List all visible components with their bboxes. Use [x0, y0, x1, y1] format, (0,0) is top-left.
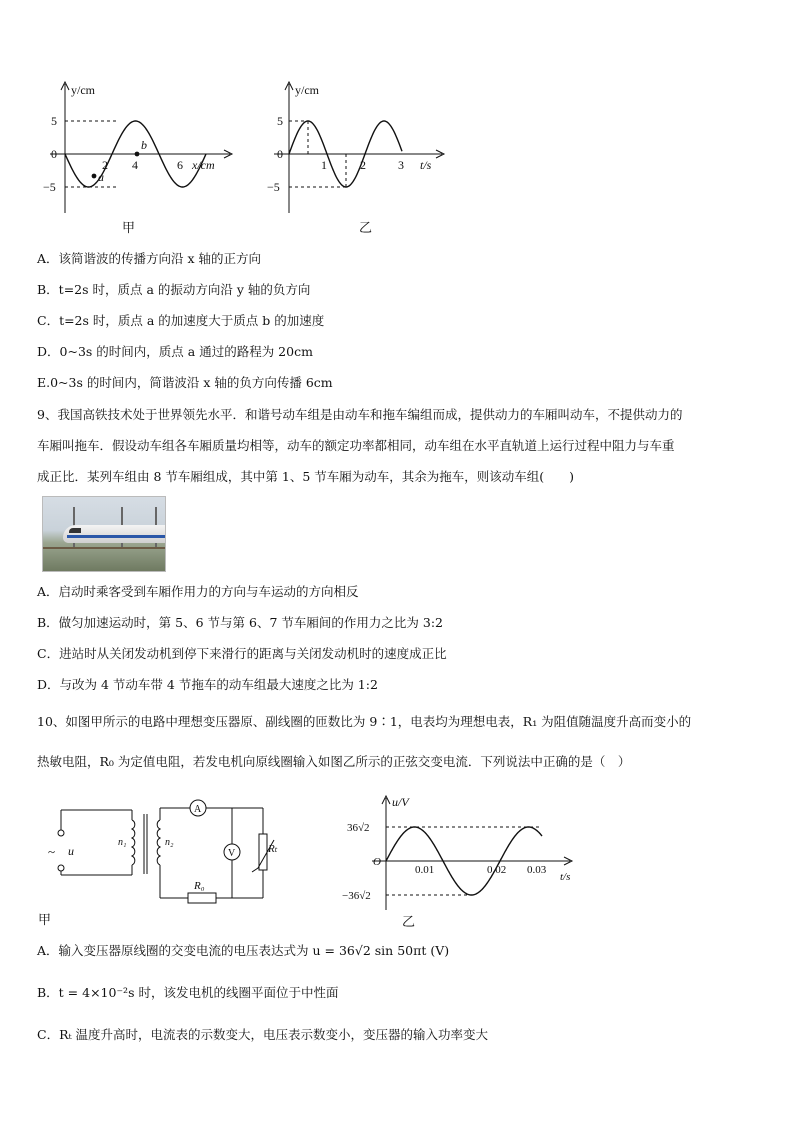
q8-option-c: C．t=2s 时，质点 a 的加速度大于质点 b 的加速度 — [37, 313, 325, 328]
q9-option-d: D．与改为 4 节动车带 4 节拖车的动车组最大速度之比为 1:2 — [37, 677, 378, 692]
q10-stem-line-1: 10、如图甲所示的电路中理想变压器原、副线圈的匝数比为 9∶1，电表均为理想电表，R₁ 为阻值随温度升高而变小的 — [37, 714, 692, 729]
wave-xlabel: x/cm — [192, 158, 215, 172]
circuit-caption: 甲 — [38, 912, 52, 927]
wave-ytick-neg5: −5 — [43, 180, 56, 194]
point-b-marker — [135, 152, 140, 157]
voltage-xlabel: t/s — [560, 871, 571, 883]
voltage-origin: O — [373, 856, 381, 868]
wave-graph — [30, 78, 240, 238]
wave-xtick-2: 2 — [102, 158, 108, 172]
q9-stem-line-3: 成正比．某列车组由 8 节车厢组成，其中第 1、5 节车厢为动车，其余为拖车，则该动车组( ) — [37, 469, 575, 484]
voltmeter-label: V — [228, 848, 236, 859]
q9-stem-line-1: 9、我国高铁技术处于世界领先水平．和谐号动车组是由动车和拖车编组而成，提供动力的车厢叫动车，不提供动力的 — [37, 407, 683, 422]
point-a-marker — [92, 174, 97, 179]
q8-option-d: D．0~3s 的时间内，质点 a 通过的路程为 20cm — [37, 344, 313, 359]
transformer-circuit — [34, 798, 284, 930]
voltage-graph — [342, 790, 582, 930]
vib-ytick-5: 5 — [277, 114, 283, 128]
q9-stem-line-2: 车厢叫拖车．假设动车组各车厢质量均相等，动车的额定功率都相同，动车组在水平直轨道上运行过程中阻力与车重 — [37, 438, 675, 453]
q10-option-b: B．t = 4×10⁻²s 时，该发电机的线圈平面位于中性面 — [37, 985, 339, 1000]
q9-option-b: B．做匀加速运动时，第 5、6 节与第 6、7 节车厢间的作用力之比为 3:2 — [37, 615, 443, 630]
n1-label: n₁ — [118, 837, 127, 848]
q10-stem-line-2: 热敏电阻，R₀ 为定值电阻，若发电机向原线圈输入如图乙所示的正弦交变电流．下列说法中正确的是（ ） — [37, 754, 631, 769]
voltage-xtick-1: 0.01 — [415, 864, 435, 876]
q8-option-a: A．该简谐波的传播方向沿 x 轴的正方向 — [37, 251, 262, 266]
voltage-caption: 乙 — [402, 914, 416, 929]
r0-label: R₀ — [194, 880, 205, 892]
q9-option-a: A．启动时乘客受到车厢作用力的方向与车运动的方向相反 — [37, 584, 359, 599]
rt-label: Rₜ — [268, 843, 278, 855]
vib-xtick-2: 2 — [360, 158, 366, 172]
q8-option-e: E.0~3s 的时间内，简谐波沿 x 轴的负方向传播 6cm — [37, 375, 333, 390]
vib-xtick-3: 3 — [398, 158, 404, 172]
q10-option-c: C．Rₜ 温度升高时，电流表的示数变大，电压表示数变小，变压器的输入功率变大 — [37, 1027, 489, 1042]
wave-xtick-6: 6 — [177, 158, 183, 172]
voltage-ytop: 36√2 — [347, 822, 370, 834]
wave-xtick-4: 4 — [132, 158, 138, 172]
wave-ylabel: y/cm — [71, 83, 95, 97]
vibration-graph — [262, 78, 452, 238]
voltage-xtick-2: 0.02 — [487, 864, 507, 876]
vib-ytick-neg5: −5 — [267, 180, 280, 194]
voltage-ylabel: u/V — [392, 795, 409, 809]
n2-label: n₂ — [165, 837, 174, 848]
voltage-xtick-3: 0.03 — [527, 864, 547, 876]
voltage-ybottom: −36√2 — [342, 890, 371, 902]
wave-point-b-label: b — [141, 138, 147, 152]
vib-xlabel: t/s — [420, 158, 432, 172]
wave-ytick-0: 0 — [51, 147, 57, 161]
ammeter-label: A — [194, 804, 202, 815]
wave-ytick-5: 5 — [51, 114, 57, 128]
source-label: u — [68, 844, 74, 858]
source-symbol: ~ — [48, 844, 56, 859]
vib-ytick-0: 0 — [277, 147, 283, 161]
train-photo — [42, 496, 166, 572]
vib-caption: 乙 — [359, 220, 373, 235]
wave-caption: 甲 — [122, 220, 136, 235]
q9-option-c: C．进站时从关闭发动机到停下来滑行的距离与关闭发动机时的速度成正比 — [37, 646, 447, 661]
vib-ylabel: y/cm — [295, 83, 319, 97]
q10-option-a: A．输入变压器原线圈的交变电流的电压表达式为 u = 36√2 sin 50πt (V) — [37, 943, 450, 958]
wave-point-a-label: a — [98, 170, 104, 184]
vib-xtick-1: 1 — [321, 158, 327, 172]
q8-option-b: B．t=2s 时，质点 a 的振动方向沿 y 轴的负方向 — [37, 282, 311, 297]
